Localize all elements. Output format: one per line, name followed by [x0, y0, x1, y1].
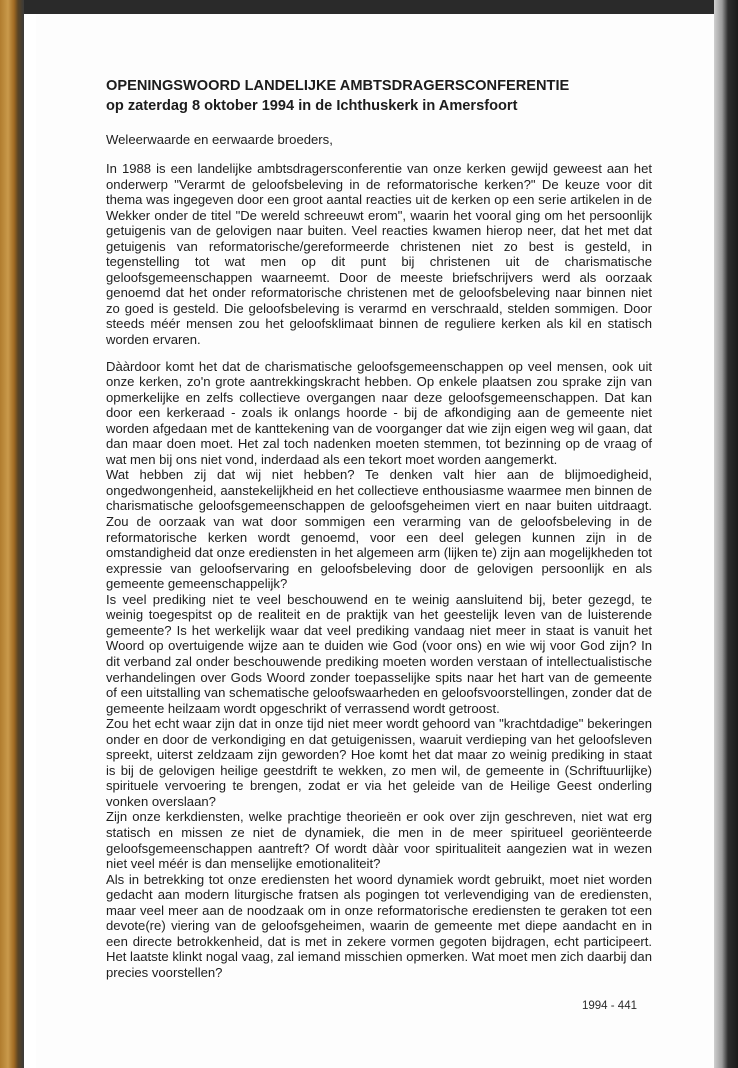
scan-top-edge [0, 0, 738, 14]
document-page [106, 76, 652, 980]
document-title [106, 76, 652, 116]
paragraph-6: Zijn onze kerkdiensten, welke prachtige theorieën er ook over zijn geschreven, niet wat erg statisch en missen ze niet de dynamiek, die men in de meer spiritueel georiënteerde geloofsgemeenschappen aantreft? Of wordt dààr voor spiritualiteit aangezien wat in wezen niet veel méér is dan menselijke emotionaliteit? [106, 809, 652, 872]
title-line-2: op zaterdag 8 oktober 1994 in de Ichthuskerk in Amersfoort [106, 98, 518, 114]
scan-right-edge [714, 0, 738, 1068]
scan-left-edge [0, 0, 24, 1068]
paragraph-7: Als in betrekking tot onze erediensten het woord dynamiek wordt gebruikt, moet niet worden gedacht aan modern liturgische fratsen als pogingen tot verlevendiging van de erediensten, maar veel meer aan de noodzaak om in onze reformatorische erediensten te geraken tot een devote(re) viering van de geloofsgeheimen, waarin de gemeente met diepe aandacht en in een directe betrokkenheid, dat is met in zekere vormen gegoten bijdragen, echt participeert. Het laatste klinkt nogal vaag, zal iemand misschien opmerken. Wat moet men zich daarbij dan precies voorstellen? [106, 871, 652, 980]
paragraph-3: Wat hebben zij dat wij niet hebben? Te denken valt hier aan de blijmoedigheid, ongedwongenheid, aanstekelijkheid en het collectieve enthousiasme waarmee men binnen de charismatische geloofsgemeenschappen de geloofsgeheimen viert en naar buiten uitdraagt. Zou de oorzaak van wat door sommigen een verarming van de geloofsbeleving in de reformatorische kerken wordt genoemd, voor een deel gelegen kunnen zijn in de omstandigheid dat onze erediensten in het algemeen arm (lijken te) zijn aan mogelijkheden tot expressie van geloofservaring en geloofsbeleving door de gelovigen persoonlijk en als gemeente gemeenschappelijk? [106, 467, 652, 592]
paragraph-2: Dààrdoor komt het dat de charismatische geloofsgemeenschappen op veel mensen, ook uit onze kerken, zo'n grote aantrekkingskracht hebben. Op enkele plaatsen zou sprake zijn van opmerkelijke en zelfs collectieve overgangen naar deze geloofsgemeenschappen. Dat kan door een kerkeraad - zoals ik onlangs hoorde - bij de afkondiging aan de gemeente niet worden afgedaan met de kanttekening van de voorganger dat wie zijn eigen weg wil gaan, dat dan maar doen moet. Het zal toch nadenken moeten stemmen, tot bezinning op de vraag of wat men bij ons niet vond, inderdaad als een tekort moet worden aangemerkt. [106, 358, 652, 467]
salutation: Weleerwaarde en eerwaarde broeders, [106, 132, 333, 147]
paragraph-1: In 1988 is een landelijke ambtsdragersconferentie van onze kerken gewijd geweest aan het onderwerp "Verarmt de geloofsbeleving in de reformatorische kerken?" De keuze voor dit thema was ingegeven door een groot aantal reacties uit de kerken op een serie artikelen in de Wekker onder de titel "De wereld schreeuwt erom", waarin het vooral ging om het persoonlijk getuigenis van de gelovigen naar buiten. Veel reacties kwamen hierop neer, dat het met dat getuigenis van reformatorische/gereformeerde christenen niet zo best is gesteld, in tegenstelling tot wat men op dit punt bij christenen uit de charismatische geloofsgemeenschappen waarneemt. Door de meeste briefschrijvers werd als oorzaak genoemd dat het onder reformatorische christenen met de geloofsbeleving naar binnen niet zo goed is gesteld. Die geloofsbeleving is verarmd en verschraald, stelden sommigen. Door steeds méér mensen zou het geloofsklimaat binnen de reguliere kerken als kil en statisch worden ervaren. [106, 161, 652, 348]
page-number: 1994 - 441 [582, 1000, 637, 1012]
title-line-1: OPENINGSWOORD LANDELIJKE AMBTSDRAGERSCONFERENTIE [106, 78, 570, 94]
paragraph-5: Zou het echt waar zijn dat in onze tijd niet meer wordt gehoord van "krachtdadige" bekeringen onder en door de verkondiging en dat getuigenissen, waaruit verdieping van het geloofsleven spreekt, uiterst zeldzaam zijn geworden? Hoe komt het dat maar zo weinig prediking in staat is bij de gelovigen heilige geestdrift te wekken, zo men wil, de gemeente in (Schriftuurlijke) spirituele vervoering te brengen, zodat er via het geleide van de Heilige Geest onderling vonken overslaan? [106, 716, 652, 809]
paragraph-4: Is veel prediking niet te veel beschouwend en te weinig aansluitend bij, beter gezegd, te weinig toegespitst op de realiteit en de praktijk van het geestelijk leven van de luisterende gemeente? Is het werkelijk waar dat veel prediking vandaag niet meer in staat is vanuit het Woord op overtuigende wijze aan te duiden wie God (voor ons) en wie wij voor God zijn? In dit verband zal onder beschouwende prediking moeten worden verstaan of intellectualistische verhandelingen over Gods Woord zonder toepasselijke spits naar het hart van de gemeente of een uitstalling van schematische geloofswaarheden en geloofsvoorstellingen, zonder dat de gemeente heilzaam wordt opgeschrikt of verrassend wordt getroost. [106, 591, 652, 716]
